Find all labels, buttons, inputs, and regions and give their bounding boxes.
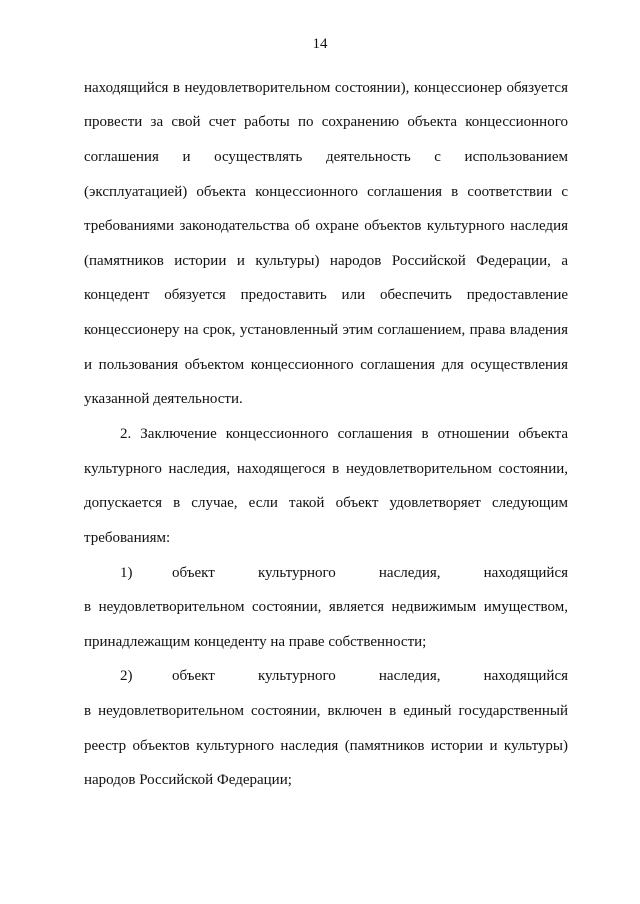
list-item-1-last-line: принадлежащим концеденту на праве собственности; [84, 634, 427, 650]
paragraph-2-last-line: требованиям: [84, 530, 171, 546]
paragraph-1-line: концедент обязуется предоставить или обеспечить предоставление [84, 287, 568, 303]
list-item-2-line: реестр объектов культурного наследия (памятников истории и культуры) [84, 738, 568, 754]
list-item-1-line: в неудовлетворительном состоянии, является недвижимым имуществом, [84, 599, 568, 615]
paragraph-1-line: провести за свой счет работы по сохранению объекта концессионного [84, 114, 568, 130]
list-item-2-number: 2) [120, 668, 133, 684]
paragraph-1-line: находящийся в неудовлетворительном состоянии), концессионер обязуется [84, 80, 568, 96]
paragraph-1-line: соглашения и осуществлять деятельность с использованием [84, 149, 568, 165]
paragraph-2-line: допускается в случае, если такой объект удовлетворяет следующим [84, 495, 568, 511]
paragraph-1-line: требованиями законодательства об охране объектов культурного наследия [84, 218, 568, 234]
list-item-2-line: в неудовлетворительном состоянии, включен в единый государственный [84, 703, 568, 719]
list-item-2-first-line: объект культурного наследия, находящийся [172, 668, 568, 684]
paragraph-2-line: культурного наследия, находящегося в неудовлетворительном состоянии, [84, 461, 568, 477]
paragraph-1-line: (эксплуатацией) объекта концессионного соглашения в соответствии с [84, 184, 568, 200]
paragraph-1-last-line: указанной деятельности. [84, 391, 243, 407]
page-number: 14 [312, 36, 328, 52]
paragraph-2-first-line: 2. Заключение концессионного соглашения в отношении объекта [120, 426, 568, 442]
paragraph-1-line: (памятников истории и культуры) народов Российской Федерации, а [84, 253, 568, 269]
paragraph-1-line: концессионеру на срок, установленный этим соглашением, права владения [84, 322, 568, 338]
list-item-1-first-line: объект культурного наследия, находящийся [172, 565, 568, 581]
paragraph-1-line: и пользования объектом концессионного соглашения для осуществления [84, 357, 568, 373]
list-item-2-last-line: народов Российской Федерации; [84, 772, 292, 788]
list-item-1-number: 1) [120, 565, 133, 581]
